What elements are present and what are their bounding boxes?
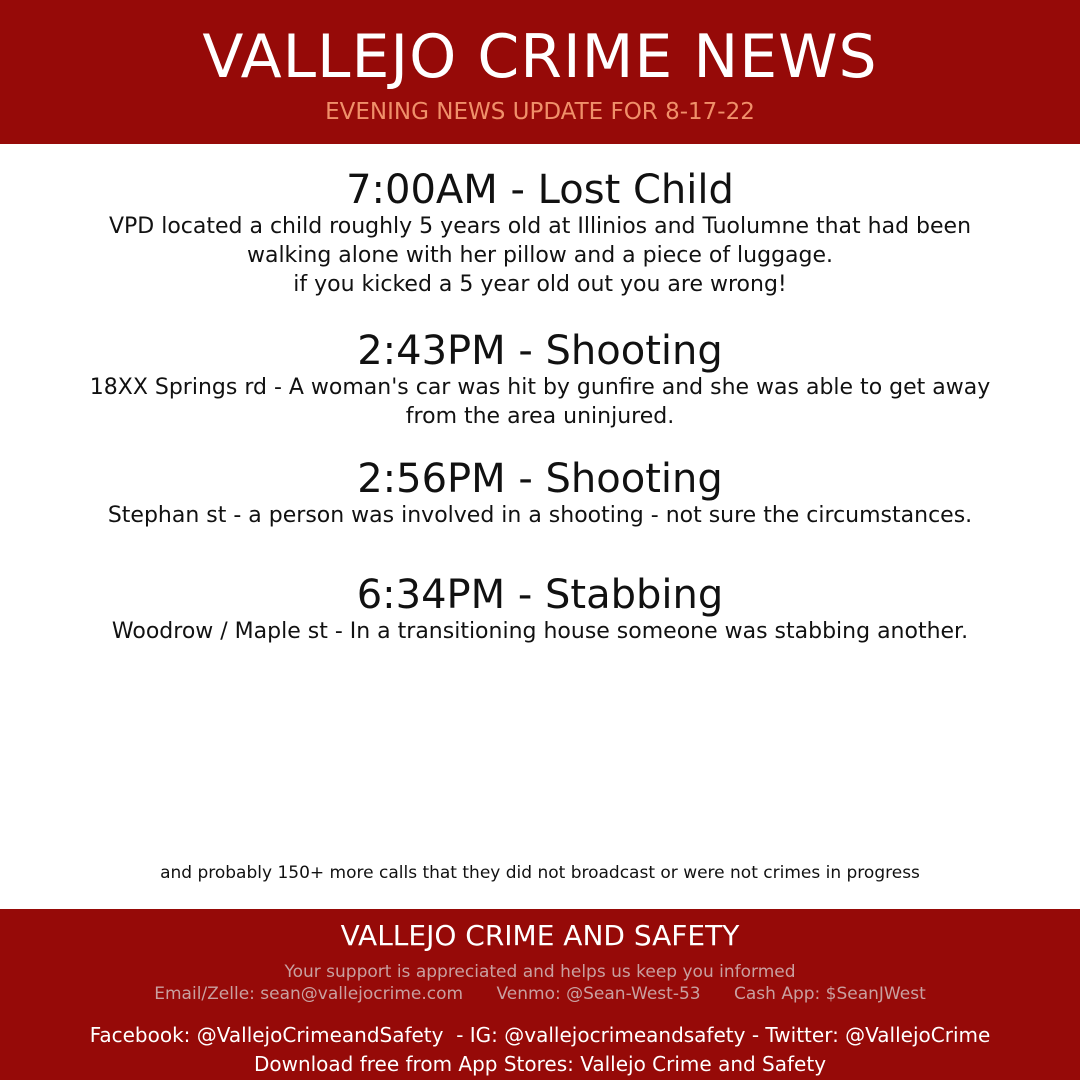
news-item-shooting-2 (0, 457, 1080, 530)
news-item-description-line: walking alone with her pillow and a piece of luggage. (246, 243, 834, 268)
news-item-title: 6:34PM - Stabbing (356, 572, 724, 618)
support-message: Your support is appreciated and helps us keep you informed (284, 962, 796, 982)
news-item-description-line: VPD located a child roughly 5 years old at Illinios and Tuolumne that had been (108, 214, 972, 239)
news-item-description-line: Stephan st - a person was involved in a shooting - not sure the circumstances. (107, 503, 973, 528)
news-item-description-line: from the area uninjured. (405, 404, 675, 429)
news-item-title: 7:00AM - Lost Child (346, 167, 734, 213)
footer-banner (0, 909, 1080, 1080)
news-item-shooting-1 (0, 329, 1080, 431)
news-item-stabbing (0, 573, 1080, 646)
news-list (0, 144, 1080, 910)
payment-info (0, 983, 1080, 1005)
page-subtitle: EVENING NEWS UPDATE FOR 8-17-22 (325, 99, 755, 125)
social-handles: Facebook: @VallejoCrimeandSafety - IG: @vallejocrimeandsafety - Twitter: @VallejoCrime (89, 1023, 991, 1047)
app-download-info: Download free from App Stores: Vallejo Crime and Safety (253, 1052, 827, 1076)
email-zelle-info: Email/Zelle: sean@vallejocrime.com (154, 984, 464, 1004)
page-title: VALLEJO CRIME NEWS (202, 22, 878, 92)
footer-title: VALLEJO CRIME AND SAFETY (340, 919, 740, 952)
footnote: and probably 150+ more calls that they did not broadcast or were not crimes in progress (160, 863, 920, 883)
header-banner (0, 0, 1080, 144)
news-item-title: 2:43PM - Shooting (357, 328, 723, 374)
news-item-description-line: Woodrow / Maple st - In a transitioning house someone was stabbing another. (111, 619, 969, 644)
news-item-lost-child (0, 168, 1080, 299)
news-item-description-line: 18XX Springs rd - A woman's car was hit by gunfire and she was able to get away (89, 375, 991, 400)
cashapp-info: Cash App: $SeanJWest (734, 984, 926, 1004)
venmo-info: Venmo: @Sean-West-53 (496, 984, 701, 1004)
news-item-description-line: if you kicked a 5 year old out you are wrong! (293, 272, 787, 297)
news-item-title: 2:56PM - Shooting (357, 456, 723, 502)
